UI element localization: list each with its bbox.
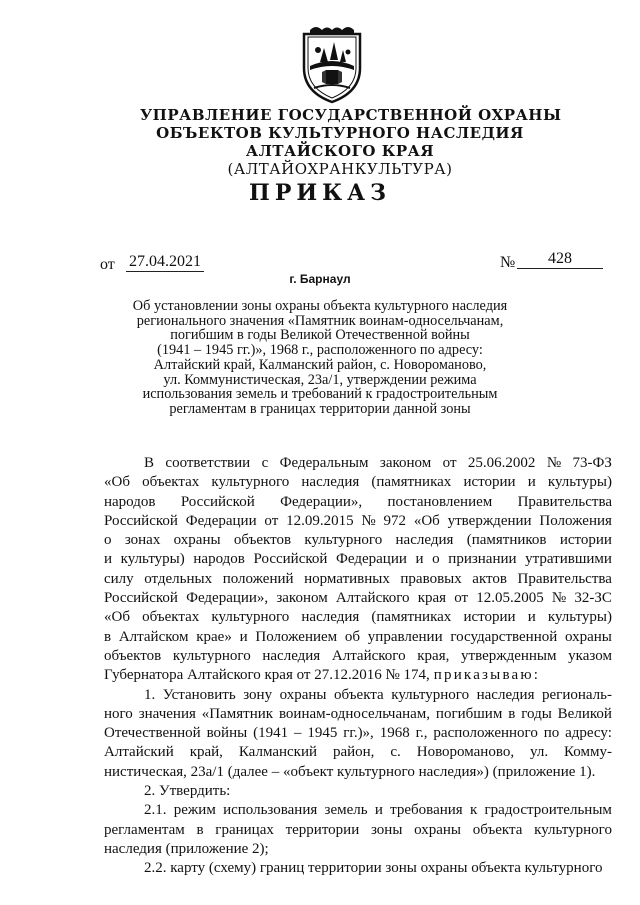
word: край, [189, 744, 223, 761]
body-line [104, 473, 612, 492]
word: № [361, 512, 376, 529]
word: режим [173, 802, 216, 819]
word: в [104, 628, 112, 645]
word: использования [223, 802, 318, 819]
word: градостроительным [484, 802, 612, 819]
word: утверждении [447, 512, 532, 529]
word: утратившими [525, 551, 612, 568]
word: зону [243, 686, 273, 703]
word: (1941 [253, 725, 289, 742]
word: и [527, 609, 536, 626]
word: Великой [557, 705, 612, 722]
order-number: 428 [517, 250, 603, 269]
word: Алтайском [118, 628, 189, 645]
order-date: 27.04.2021 [126, 253, 204, 272]
subject-line: использования земель и требований к градостроительным [142, 386, 498, 403]
word: (памятниках [371, 474, 452, 491]
word: 12.05.2005 [476, 590, 544, 607]
city-label: г. Барнаул [289, 272, 351, 286]
word: соответствии [165, 455, 251, 471]
word: культурного [304, 532, 383, 549]
body-line [104, 550, 612, 569]
order-body [104, 454, 612, 879]
word: В [144, 455, 155, 471]
word: наследия [301, 609, 360, 626]
word: 73-ФЗ [572, 455, 612, 471]
word: 12.09.2015 [286, 512, 354, 529]
word: охраны [414, 821, 462, 838]
word: истории [463, 609, 516, 626]
word: и [527, 474, 536, 491]
word: указом [568, 647, 612, 664]
word: ного [104, 705, 133, 722]
word: воинам-односельчанам, [278, 705, 431, 722]
word: – [293, 725, 302, 742]
word: Установить [162, 686, 236, 703]
word: 2.1. [144, 802, 167, 819]
word: охраны [279, 686, 327, 703]
order-word: приказываю: [433, 667, 541, 684]
word: Российской [253, 551, 328, 568]
word: и [239, 628, 248, 645]
word: зоны [370, 821, 403, 838]
word: объектов [104, 647, 162, 664]
word: 1. [144, 686, 156, 703]
word: № [551, 590, 567, 607]
word: крае» [196, 628, 232, 645]
body-line [104, 743, 612, 762]
word: в [196, 821, 204, 838]
word: силу [104, 570, 134, 587]
word: культурного [211, 609, 290, 626]
word: 1945 [307, 725, 338, 742]
word: 1968 [379, 725, 410, 742]
org-short-name: (АЛТАЙОХРАНКУЛЬТУРА) [227, 160, 453, 178]
body-line [104, 782, 612, 801]
word: наследия [395, 532, 454, 549]
subject-line: (1941 – 1945 гг.)», 1968 г., расположенного по адресу: [157, 342, 483, 359]
body-line [104, 763, 612, 782]
word: культуры) [547, 609, 612, 626]
body-line [104, 724, 612, 743]
word: годы [521, 705, 552, 722]
word: № [546, 455, 562, 471]
word: Федерации [336, 551, 407, 568]
body-line [104, 686, 612, 705]
body-line [104, 531, 612, 550]
subject-line: Алтайский край, Калманский район, с. Новороманово, [153, 356, 487, 373]
word: (памятниках [371, 609, 452, 626]
order-subject [120, 299, 520, 417]
word: народов [104, 493, 156, 510]
word: объекта [472, 821, 523, 838]
body-line [104, 859, 612, 878]
word: и [374, 802, 383, 819]
org-name-line-2: ОБЪЕКТОВ КУЛЬТУРНОГО НАСЛЕДИЯ [156, 124, 524, 142]
word: утвержденным [461, 647, 557, 664]
word: наследия [262, 647, 321, 664]
document-type-title: ПРИКАЗ [249, 180, 391, 206]
word: края, [417, 647, 450, 664]
word: Комму- [564, 744, 612, 761]
number-label: № [500, 254, 516, 271]
word: народов [193, 551, 245, 568]
word: культуры) [120, 551, 185, 568]
word: Федерации», [280, 493, 363, 510]
body-line [104, 512, 612, 531]
word: 32-ЗС [574, 590, 612, 607]
word: нормативных [304, 570, 390, 587]
word: региональ- [542, 686, 612, 703]
word: отдельных [144, 570, 213, 587]
word: Положения [539, 512, 612, 529]
word: «Об [104, 609, 130, 626]
word: регламентам [104, 821, 185, 838]
word: и [104, 551, 113, 568]
word: истории [463, 474, 516, 491]
body-line [104, 840, 612, 859]
subject-line: погибшим в годы Великой Отечественной войны [170, 327, 470, 344]
word: объектов [233, 532, 292, 549]
word: район, [332, 744, 375, 761]
word: Правительства [517, 493, 612, 510]
word: 25.06.2002 [467, 455, 536, 471]
word: Новороманово, [416, 744, 515, 761]
word: г., [415, 725, 428, 742]
word: адресу: [565, 725, 612, 742]
body-line [104, 666, 612, 685]
word: границах [215, 821, 274, 838]
word: культурного [391, 686, 470, 703]
word: (памятников [466, 532, 547, 549]
word: о [104, 532, 112, 549]
word: Отечественной [104, 725, 201, 742]
body-line [104, 647, 612, 666]
org-name-line-3: АЛТАЙСКОГО КРАЯ [245, 142, 435, 160]
subject-line: регламентам в границах территории данной зоны [169, 400, 471, 417]
subject-line: ул. Коммунистическая, 23а/1, утверждении режима [163, 371, 477, 388]
word: наследия [301, 474, 360, 491]
word: края [417, 590, 447, 607]
word: Алтайского [331, 647, 406, 664]
word: Российской [180, 493, 255, 510]
word: значения [138, 705, 196, 722]
word: от [264, 512, 279, 529]
word: от [454, 590, 469, 607]
word: положений [222, 570, 294, 587]
word: управлении [367, 628, 443, 645]
word: земель [324, 802, 368, 819]
word: Российской [104, 512, 178, 529]
word: Положением [255, 628, 338, 645]
word: «Об [413, 512, 440, 529]
word: Калманский [238, 744, 318, 761]
word: Алтайский [104, 744, 174, 761]
subject-line: регионального значения «Памятник воинам-односельчанам, [136, 312, 504, 329]
altai-krai-coat-of-arms-icon [296, 22, 368, 106]
word: расположенного [433, 725, 538, 742]
word: истории [559, 532, 612, 549]
body-line [104, 608, 612, 627]
word: культурного [211, 474, 290, 491]
word: 972 [383, 512, 407, 529]
word: Федерации [185, 512, 257, 529]
word: гг.)», [343, 725, 374, 742]
word: и [415, 551, 424, 568]
word: о [432, 551, 440, 568]
word: признании [448, 551, 517, 568]
word: законом [276, 590, 328, 607]
item1-last-text: нистическая, 23а/1 (далее – «объект культурного наследия») (приложение 1). [104, 763, 596, 780]
word: охраны [173, 532, 221, 549]
word: «Об [104, 474, 130, 491]
body-line [104, 589, 612, 608]
word: постановлением [387, 493, 493, 510]
word: наследия [476, 686, 535, 703]
word: Федерации», [186, 590, 269, 607]
word: в [508, 705, 516, 722]
word: погибшим [435, 705, 503, 722]
body-line [104, 801, 612, 820]
word: Федеральным [279, 455, 369, 471]
item2-2-text: 2.2. карту (схему) границ территории зоны охраны объекта культурного [144, 860, 603, 877]
body-line [104, 705, 612, 724]
word: Правительства [517, 570, 612, 587]
word: зонах [124, 532, 161, 549]
body-line [104, 493, 612, 512]
word: с. [390, 744, 401, 761]
word: от [442, 455, 457, 471]
body-line [104, 821, 612, 840]
word: территории [285, 821, 360, 838]
item2-1-last-text: наследия (приложение 2); [104, 840, 269, 857]
word: культурного [534, 821, 612, 838]
word: объектах [142, 609, 200, 626]
body-line [104, 628, 612, 647]
word: охраны [565, 628, 612, 645]
word: требования [390, 802, 463, 819]
word: по [543, 725, 560, 742]
word: к [469, 802, 478, 819]
word: правовых [400, 570, 462, 587]
subject-line: Об установлении зоны охраны объекта культурного наследия [132, 298, 508, 314]
word: Алтайского [335, 590, 410, 607]
word: войны [206, 725, 248, 742]
word: актов [472, 570, 507, 587]
item2-heading: 2. Утвердить: [144, 783, 231, 800]
word: культуры) [547, 474, 612, 491]
word: объектах [142, 474, 200, 491]
body-line [104, 570, 612, 589]
word: с [261, 455, 269, 471]
word: объекта [334, 686, 384, 703]
word: государственной [450, 628, 558, 645]
preamble-last-text: Губернатора Алтайского края от 27.12.2016 № 174, [104, 667, 430, 684]
word: Российской [104, 590, 178, 607]
body-line [104, 454, 612, 473]
word: ул. [530, 744, 549, 761]
word: об [344, 628, 361, 645]
date-label: от [100, 256, 115, 273]
word: «Памятник [201, 705, 274, 722]
word: законом [379, 455, 432, 471]
org-name-line-1: УПРАВЛЕНИЕ ГОСУДАРСТВЕННОЙ ОХРАНЫ [140, 106, 562, 124]
word: культурного [172, 647, 251, 664]
